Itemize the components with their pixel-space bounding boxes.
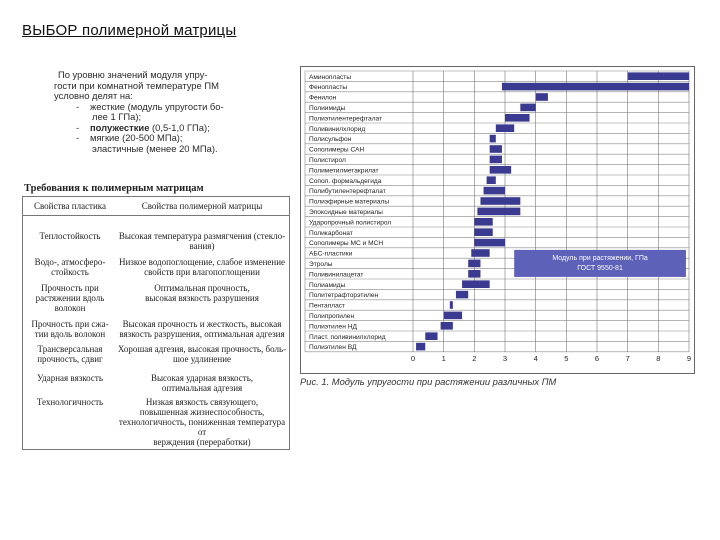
table-cell-property <box>27 397 113 407</box>
category-label: Поливинилацетат <box>309 271 364 279</box>
x-tick-label: 2 <box>472 353 477 363</box>
category-label: Политетрафторэтилен <box>309 292 379 300</box>
bullet-marker: - <box>76 132 80 143</box>
bar <box>450 301 453 309</box>
bullet-marker: - <box>76 100 80 112</box>
bar <box>502 83 689 91</box>
bar <box>462 280 490 288</box>
table-cell-line: Низкое водопоглощение, слабое изменение <box>118 257 286 267</box>
table-cell-line: технологичность, пониженная температура от <box>118 417 286 437</box>
chart-caption: Рис. 1. Модуль упругости при растяжении различных ПМ <box>300 376 557 387</box>
category-label: Сополимеры САН <box>309 146 365 154</box>
table-cell-line: волокон <box>54 303 86 313</box>
category-label: Полипропилен <box>309 313 355 320</box>
bar <box>628 72 689 80</box>
category-label: Полиметилметакрилат <box>309 167 379 175</box>
table-cell-property <box>27 283 113 313</box>
table-cell-property <box>27 231 113 241</box>
bar <box>490 156 502 164</box>
bar <box>520 104 535 112</box>
table-cell-line: Теплостойкость <box>39 231 101 241</box>
bar <box>468 260 480 268</box>
table-cell-line: Ударная вязкость <box>37 373 103 383</box>
x-tick-label: 0 <box>410 353 416 363</box>
bar <box>477 208 520 216</box>
table-cell-line: растяжении вдоль <box>35 293 105 303</box>
table-cell-line: Хорошая адгезия, высокая прочность, боль- <box>117 344 287 354</box>
x-tick-label: 8 <box>656 353 661 363</box>
category-label: Фенопласты <box>309 84 348 92</box>
bar <box>441 322 453 330</box>
bar <box>484 187 505 195</box>
category-label: Полиимиды <box>309 105 346 112</box>
bar <box>474 218 492 226</box>
bullet-text: мягкие (20-500 МПа); <box>90 132 183 143</box>
category-label: Пентапласт <box>309 302 346 310</box>
intro-bullet-soft <box>54 133 274 144</box>
category-label: Полиэтилен НД <box>309 323 357 331</box>
intro-line-2: гости при комнатной температуре ПМ <box>54 79 219 91</box>
table-cell-requirement <box>117 319 287 339</box>
table-cell-line: шое удлинение <box>172 354 232 364</box>
table-cell-line: Оптимальная прочность, <box>154 283 250 293</box>
category-label: Фенилон <box>309 94 337 102</box>
table-cell-line: повышенная жизнеспособность, <box>139 407 265 417</box>
category-label: Полисульфон <box>309 136 352 144</box>
table-cell-line: вязкость разрушения, оптимальная адгезия <box>119 329 285 339</box>
x-tick-label: 6 <box>594 353 600 363</box>
table-cell-property <box>27 373 113 383</box>
bullet-text: (0,5-1,0 ГПа); <box>149 121 210 133</box>
table-cell-line: Прочность при сжа- <box>31 319 109 329</box>
bar <box>425 332 437 340</box>
bar <box>474 239 505 247</box>
table-cell-line: Низкая вязкость связующего, <box>145 397 259 407</box>
table-header-cell: Свойства полимерной матрицы <box>141 201 263 211</box>
category-label: Полиэтилен ВД <box>309 344 357 352</box>
category-label: Полиэтилентерефталат <box>309 115 383 123</box>
bar <box>480 197 520 205</box>
table-cell-line: Технологичность <box>36 397 104 407</box>
legend-text: Модуль при растяжении, ГПа <box>552 254 648 262</box>
bar <box>490 135 496 143</box>
x-tick-label: 7 <box>625 353 630 363</box>
bar <box>490 145 502 153</box>
x-tick-label: 1 <box>441 353 446 363</box>
bar <box>456 291 468 299</box>
table-cell-property <box>27 257 113 277</box>
intro-bullet-rigid <box>54 102 274 113</box>
table-cell-line: Высокая ударная вязкость, <box>150 373 254 383</box>
requirements-table <box>22 196 290 450</box>
category-label: Полиамиды <box>309 281 346 289</box>
chart-canvas <box>301 67 696 375</box>
category-label: Эпоксидные материалы <box>309 209 383 216</box>
table-header <box>23 197 289 216</box>
x-tick-label: 3 <box>502 353 508 363</box>
category-label: Сопол. формальдегида <box>309 177 382 185</box>
table-cell-line: стойкость <box>51 267 89 277</box>
category-label: Ударопрочный полистирол <box>309 219 392 227</box>
bar <box>490 166 511 174</box>
table-cell-line: высокая вязкость разрушения <box>145 293 259 303</box>
legend-text: ГОСТ 9550-81 <box>577 264 623 272</box>
table-cell-requirement <box>117 397 287 447</box>
table-cell-line: верждения (переработки) <box>153 437 251 447</box>
bullet-bold-term: полужесткие <box>90 121 150 133</box>
bullet-marker: - <box>76 121 80 133</box>
bar <box>468 270 480 278</box>
table-cell-requirement <box>117 283 287 303</box>
category-label: Сополимеры МС и МСН <box>309 240 384 248</box>
category-label: Поликарбонат <box>309 229 353 237</box>
table-cell-line: Трансверсальная <box>37 344 103 354</box>
table-cell-line: Высокая температура размягчения (стекло- <box>118 231 286 241</box>
bar <box>487 176 496 184</box>
x-tick-label: 5 <box>564 353 569 363</box>
table-cell-requirement <box>117 373 287 393</box>
table-cell-requirement <box>117 231 287 251</box>
table-cell-line: свойств при влагопоглощении <box>144 267 260 277</box>
bar <box>496 124 514 132</box>
bar <box>471 249 489 257</box>
table-cell-line: вания) <box>189 241 215 251</box>
table-cell-line: прочность, сдвиг <box>37 354 103 364</box>
intro-line-3: условно делят на: <box>54 90 133 101</box>
table-header-cell: Свойства пластика <box>33 201 107 211</box>
modulus-chart <box>300 66 695 374</box>
x-tick-label: 4 <box>533 353 538 363</box>
category-label: Полибутилентерефталат <box>309 188 386 196</box>
table-cell-line: Высокая прочность и жесткость, высокая <box>122 319 282 329</box>
bar <box>474 228 492 236</box>
table-cell-property <box>27 344 113 364</box>
table-cell-requirement <box>117 257 287 277</box>
table-cell-property <box>27 319 113 339</box>
intro-bullet-elastic: эластичные (менее 20 МПа). <box>92 142 218 154</box>
intro-bullet-rigid-cont: лее 1 ГПа); <box>92 111 142 122</box>
bar <box>536 93 548 101</box>
category-label: Пласт. поливинилхлорид <box>309 333 386 341</box>
table-cell-line: Водо-, атмосферо- <box>34 257 106 267</box>
requirements-title: Требования к полимерным матрицам <box>24 183 204 194</box>
x-tick-label: 9 <box>686 353 692 363</box>
category-label: Аминопласты <box>309 73 352 81</box>
bar <box>505 114 530 122</box>
category-label: Поливинилхлорид <box>309 125 366 133</box>
bullet-text: жесткие (модуль упругости бо- <box>90 100 224 112</box>
category-label: Полистирол <box>309 157 346 164</box>
bar <box>416 343 425 351</box>
category-label: АБС-пластики <box>309 250 353 258</box>
category-label: Этролы <box>309 261 333 268</box>
page-title: ВЫБОР полимерной матрицы <box>22 22 237 39</box>
category-label: Полиэфирные материалы <box>309 198 390 206</box>
intro-text <box>54 70 274 154</box>
table-cell-line: Прочность при <box>41 283 99 293</box>
table-cell-line: оптимальная адгезия <box>161 383 243 393</box>
table-cell-requirement <box>117 344 287 364</box>
intro-line-1: По уровню значений модуля упру- <box>58 69 208 80</box>
table-cell-line: тии вдоль волокон <box>34 329 106 339</box>
bar <box>444 312 462 320</box>
